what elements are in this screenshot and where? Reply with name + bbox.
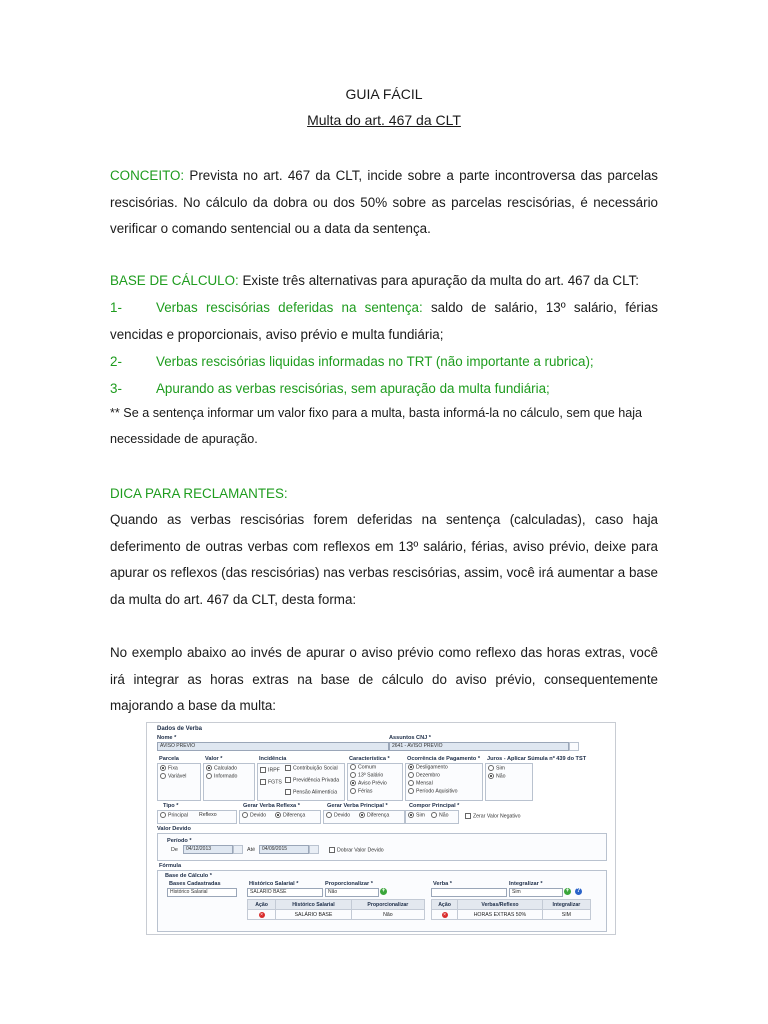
ate-label: Até — [247, 847, 256, 853]
table1-cell-historico: SALÁRIO BASE — [276, 910, 352, 920]
add-historico-icon[interactable]: + — [381, 888, 386, 894]
juros-label: Juros - Aplicar Súmula nº 439 do TST — [487, 756, 587, 762]
table2-header-verbas: Verbas/Reflexo — [458, 900, 543, 910]
reflexa-devido-radio[interactable]: Devido — [242, 812, 266, 818]
decimo-terceiro-radio[interactable]: 13º Salário — [350, 772, 383, 778]
conceito-label: CONCEITO: — [110, 168, 185, 183]
delete-icon[interactable]: × — [443, 911, 446, 918]
gerar-principal-label: Gerar Verba Principal * — [327, 803, 388, 809]
item3-number: 3- — [110, 381, 122, 396]
principal-devido-radio[interactable]: Devido — [326, 812, 350, 818]
calendar-icon-2[interactable] — [309, 845, 319, 854]
item2-number: 2- — [110, 354, 122, 369]
ate-input[interactable]: 04/09/2015 — [259, 845, 309, 854]
de-input[interactable]: 04/12/2013 — [183, 845, 233, 854]
nome-label: Nome * — [157, 735, 177, 741]
list-item-3 — [110, 376, 658, 403]
table2-header-acao: Ação — [432, 900, 458, 910]
table2-cell-verba: HORAS EXTRAS 50% — [458, 910, 543, 920]
historico-table — [247, 899, 425, 920]
previdencia-privada-checkbox[interactable]: Previdência Privada — [285, 777, 339, 783]
search-icon[interactable] — [569, 742, 579, 751]
zerar-valor-checkbox[interactable]: Zerar Valor Negativo — [465, 813, 520, 819]
integralizar-select[interactable]: Sim — [509, 888, 563, 897]
base-text: Existe três alternativas para apuração da multa do art. 467 da CLT: — [238, 273, 639, 288]
aviso-previo-radio[interactable]: Aviso Prévio — [350, 780, 387, 786]
dica-paragraph: Quando as verbas rescisórias forem deferidas na sentença (calculadas), caso haja deferimento de outras verbas com reflexos em 13º salário, férias, aviso prévio, deixe para apurar os reflexos (das rescisórias) nas verbas rescisórias, assim, você irá aumentar a base da multa do art. 467 da CLT, desta forma: — [110, 512, 658, 608]
incidencia-label: Incidência — [259, 756, 287, 762]
verba-table — [431, 899, 591, 920]
list-item-2 — [110, 349, 658, 376]
base-calculo-label: Base de Cálculo * — [165, 873, 212, 879]
conceito-paragraph — [110, 163, 658, 243]
proporcionalizar-label: Proporcionalizar * — [325, 881, 373, 887]
contribuicao-social-checkbox[interactable]: Contribuição Social — [285, 765, 338, 771]
note-paragraph: ** Se a sentença informar um valor fixo para a multa, basta informá-la no cálculo, sem que haja necessidade de apuração. — [110, 406, 643, 446]
dezembro-radio[interactable]: Dezembro — [408, 772, 440, 778]
comum-radio[interactable]: Comum — [350, 764, 376, 770]
historico-salarial-select[interactable]: SALÁRIO BASE — [247, 888, 323, 897]
reflexa-diferenca-radio[interactable]: Diferença — [275, 812, 305, 818]
bases-cadastradas-select[interactable]: Histórico Salarial — [167, 888, 237, 897]
item3-text: Apurando as verbas rescisórias, sem apuração da multa fundiária; — [156, 381, 550, 396]
base-label: BASE DE CÁLCULO: — [110, 273, 239, 288]
assuntos-label: Assuntos CNJ * — [389, 735, 431, 741]
tipo-principal-radio[interactable]: Principal — [160, 812, 188, 818]
tipo-label: Tipo * — [163, 803, 179, 809]
table-row — [248, 910, 425, 920]
compor-label: Compor Principal * — [409, 803, 460, 809]
table2-cell-integralizar: SIM — [542, 910, 590, 920]
verba-select[interactable] — [431, 888, 507, 897]
valor-informado-radio[interactable]: Informado — [206, 773, 237, 779]
add-verba-icon[interactable]: + — [565, 888, 570, 894]
gerar-reflexa-label: Gerar Verba Reflexa * — [243, 803, 300, 809]
conceito-text: Prevista no art. 467 da CLT, incide sobre a parte incontroversa das parcelas rescisórias. No cálculo da dobra ou dos 50% sobre as parcelas rescisórias, é necessário verificar o comando sentencial ou a data da sentença. — [110, 168, 658, 237]
assuntos-input[interactable]: 2641 - AVISO PRÉVIO — [389, 742, 569, 751]
irpf-checkbox[interactable]: IRPF — [260, 767, 280, 773]
juros-sim-radio[interactable]: Sim — [488, 765, 505, 771]
desligamento-radio[interactable]: Desligamento — [408, 764, 448, 770]
dobrar-valor-checkbox[interactable]: Dobrar Valor Devido — [329, 847, 384, 853]
item2-text: Verbas rescisórias liquidas informadas no TRT (não importante a rubrica); — [156, 354, 594, 369]
principal-diferenca-radio[interactable]: Diferença — [359, 812, 389, 818]
nome-input[interactable]: AVISO PRÉVIO — [157, 742, 389, 751]
pensao-alimenticia-checkbox[interactable]: Pensão Alimentícia — [285, 789, 337, 795]
fgts-checkbox[interactable]: FGTS — [260, 779, 282, 785]
ocorrencia-label: Ocorrência de Pagamento * — [407, 756, 481, 762]
item1-text: saldo de salário, 13º salário, férias vencidas e proporcionais, aviso prévio e multa fundiária; — [110, 300, 659, 342]
valor-devido-label: Valor Devido — [157, 826, 191, 832]
periodo-label: Período * — [167, 838, 192, 844]
verba-label: Verba * — [433, 881, 452, 887]
formula-label: Fórmula — [159, 863, 182, 869]
periodo-aquisitivo-radio[interactable]: Período Aquisitivo — [408, 788, 458, 794]
integralizar-label: Integralizar * — [509, 881, 543, 887]
dica-label: DICA PARA RECLAMANTES: — [110, 486, 288, 501]
tipo-reflexo-radio[interactable]: Reflexo — [199, 812, 217, 818]
calendar-icon[interactable] — [233, 845, 243, 854]
doc-title: GUIA FÁCIL — [345, 86, 423, 102]
help-icon[interactable]: ? — [576, 888, 581, 894]
table1-cell-proporcionalizar: Não — [351, 910, 424, 920]
compor-nao-radio[interactable]: Não — [431, 812, 449, 818]
doc-subtitle: Multa do art. 467 da CLT — [307, 112, 461, 128]
exemplo-paragraph: No exemplo abaixo ao invés de apurar o aviso prévio como reflexo das horas extras, você irá integrar as horas extras na base de cálculo do aviso prévio, consequentemente majorando a base da multa: — [110, 645, 658, 714]
valor-label: Valor * — [205, 756, 223, 762]
historico-salarial-label: Histórico Salarial * — [249, 881, 299, 887]
parcela-variavel-radio[interactable]: Variável — [160, 773, 186, 779]
caracteristica-label: Característica * — [349, 756, 390, 762]
item1-number: 1- — [110, 300, 122, 315]
table1-header-proporcionalizar: Proporcionalizar — [351, 900, 424, 910]
item1-heading: Verbas rescisórias deferidas na sentença: — [156, 300, 423, 315]
valor-calculado-radio[interactable]: Calculado — [206, 765, 237, 771]
table1-header-historico: Histórico Salarial — [276, 900, 352, 910]
verba-form-screenshot — [146, 722, 616, 935]
base-paragraph — [110, 268, 658, 295]
ferias-radio[interactable]: Férias — [350, 788, 372, 794]
mensal-radio[interactable]: Mensal — [408, 780, 433, 786]
proporcionalizar-select[interactable]: Não — [325, 888, 379, 897]
delete-icon[interactable]: × — [260, 911, 264, 918]
juros-nao-radio[interactable]: Não — [488, 773, 506, 779]
form-section-title: Dados de Verba — [157, 726, 203, 732]
parcela-fixa-radio[interactable]: Fixa — [160, 765, 178, 771]
bases-cadastradas-label: Bases Cadastradas — [169, 881, 221, 887]
list-item-1 — [110, 295, 658, 348]
table1-header-acao: Ação — [248, 900, 276, 910]
parcela-label: Parcela — [159, 756, 179, 762]
table2-header-integralizar: Integralizar — [542, 900, 590, 910]
table-row — [432, 910, 591, 920]
compor-sim-radio[interactable]: Sim — [408, 812, 425, 818]
de-label: De — [171, 847, 178, 853]
